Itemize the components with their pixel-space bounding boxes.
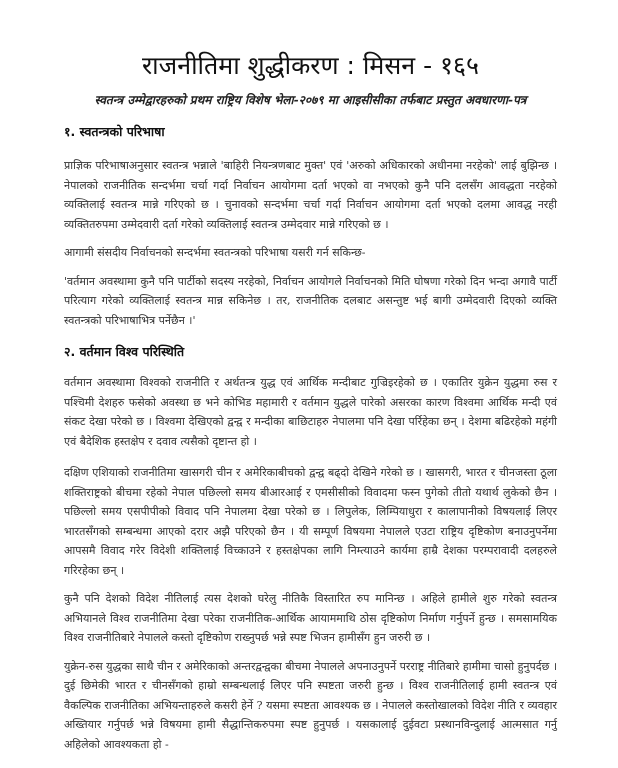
paragraph: युक्रेन-रुस युद्धका साथै चीन र अमेरिकाको अन्तरद्वन्द्वका बीचमा नेपालले अपनाउनुपर्ने परराष्ट्र नीतिबारे हामीमा चासो हुनुपर्दछ । दुई छिमेकी भारत र चीनसँगको हाम्रो सम्बन्धलाई लिएर पनि स्पष्टता जरुरी हुन्छ । विश्व राजनीतिलाई हामी स्वतन्त्र एवं वैकल्पिक राजनीतिका अभियन्ताहरुले कसरी हेर्ने ? यसमा स्पष्टता आवश्यक छ । नेपालले कस्तोखालको विदेश नीति र व्यवहार अख्तियार गर्नुपर्छ भन्ने विषयमा हामी सैद्धान्तिकरुपमा स्पष्ट हुनुपर्छ । यसकालाई दुईवटा प्रस्थानविन्दुलाई आत्मसात गर्नु अहिलेको आवश्यकता हो - bbox=[64, 659, 557, 751]
paragraph: प्राज्ञिक परिभाषाअनुसार स्वतन्त्र भन्नाले 'बाहिरी नियन्त्रणबाट मुक्त' एवं 'अरुको अधिकारको अधीनमा नरहेको' लाई बुझिन्छ । नेपालको राजनीतिक सन्दर्भमा चर्चा गर्दा निर्वाचन आयोगमा दर्ता भएको वा नभएको कुनै पनि दलसँग आवद्धता नरहेको व्यक्तिलाई स्वतन्त्र मान्ने गरिएको छ । चुनावको सन्दर्भमा चर्चा गर्दा निर्वाचन आयोगमा दर्ता भएको दलमा आवद्ध नरही व्यक्तितरुपमा उम्मेदवारी दर्ता गरेको व्यक्तिलाई स्वतन्त्र उम्मेदवार मान्ने गरिएको छ । bbox=[64, 159, 557, 231]
paragraph: कुनै पनि देशको विदेश नीतिलाई त्यस देशको घरेलु नीतिकै विस्तारित रुप मानिन्छ । अहिले हामीले शुरु गरेको स्वतन्त्र अभियानले विश्व राजनीतिमा देखा परेका राजनीतिक-आर्थिक आयाममाथि ठोस दृष्टिकोण निर्माण गर्नुपर्ने हुन्छ । समसामयिक विश्व राजनीतिबारे नेपालले कस्तो दृष्टिकोण राख्नुपर्छ भन्ने स्पष्ट भिजन हामीसँग हुन जरुरी छ । bbox=[64, 592, 557, 644]
document-subtitle: स्वतन्त्र उम्मेद्वारहरुको प्रथम राष्ट्रिय विशेष भेला-२०७९ मा आइसीसीका तर्फबाट प्रस्तुत अवधारणा-पत्र bbox=[94, 93, 527, 107]
section-heading-definition: १. स्वतन्त्रको परिभाषा bbox=[64, 124, 165, 139]
paragraph: आगामी संसदीय निर्वाचनको सन्दर्भमा स्वतन्त्रको परिभाषा यसरी गर्न सकिन्छ- bbox=[64, 246, 366, 259]
quoted-definition: 'वर्तमान अवस्थामा कुनै पनि पार्टीको सदस्य नरहेको, निर्वाचन आयोगले निर्वाचनको मिति घोषणा गरेको दिन भन्दा अगावै पार्टी परित्याग गरेको व्यक्तिलाई स्वतन्त्र मान्न सकिनेछ । तर, राजनीतिक दलबाट असन्तुष्ट भई बागी उम्मेदवारी दिएको व्यक्ति स्वतन्त्रको परिभाषाभित्र पर्नेछैन ।' bbox=[64, 274, 557, 327]
document-title: राजनीतिमा शुद्धीकरण : मिसन - १६५ bbox=[141, 51, 480, 80]
section-heading-world-situation: २. वर्तमान विश्व परिस्थिति bbox=[64, 344, 185, 359]
paragraph: दक्षिण एशियाको राजनीतिमा खासगरी चीन र अमेरिकाबीचको द्वन्द्व बढ्दो देखिने गरेको छ । खासगरी, भारत र चीनजस्ता ठूला शक्तिराष्ट्रको बीचमा रहेको नेपाल पछिल्लो समय बीआरआई र एमसीसीको विवादमा फस्न पुगेको तीतो यथार्थ लुकेको छैन । पछिल्लो समय एसपीपीको विवाद पनि नेपालमा देखा परेको छ । लिपुलेक, लिम्पियाधुरा र कालापानीको विषयलाई लिएर भारतसँगको सम्बन्धमा आएको दरार अझै परिएको छैन । यी सम्पूर्ण विषयमा नेपालले एउटा राष्ट्रिय दृष्टिकोण बनाउनुपर्नेमा आपसमै विवाद गरेर विदेशी शक्तिलाई विच्काउने र हस्तक्षेपका लागि निम्त्याउने कार्यमा हाम्रै देशका परम्परावादी दलहरुले गरिरहेका छन् । bbox=[64, 466, 557, 577]
paragraph: वर्तमान अवस्थामा विश्वको राजनीति र अर्थतन्त्र युद्ध एवं आर्थिक मन्दीबाट गुज्रिइरहेको छ । एकातिर युक्रेन युद्धमा रुस र पश्चिमी देशहरु फसेको अवस्था छ भने कोभिड महामारी र वर्तमान युद्धले पारेको असरका कारण विश्वमा आर्थिक मन्दी एवं संकट देखा परेको छ । विश्वमा देखिएको द्वन्द्व र मन्दीका बाछिटाहरु नेपालमा पनि देखा पर्रिहेका छन् । देशमा बढिरहेको महंगी एवं बैदेशिक हस्तक्षेप र दवाव त्यसैको दृष्टान्त हो । bbox=[64, 376, 557, 448]
